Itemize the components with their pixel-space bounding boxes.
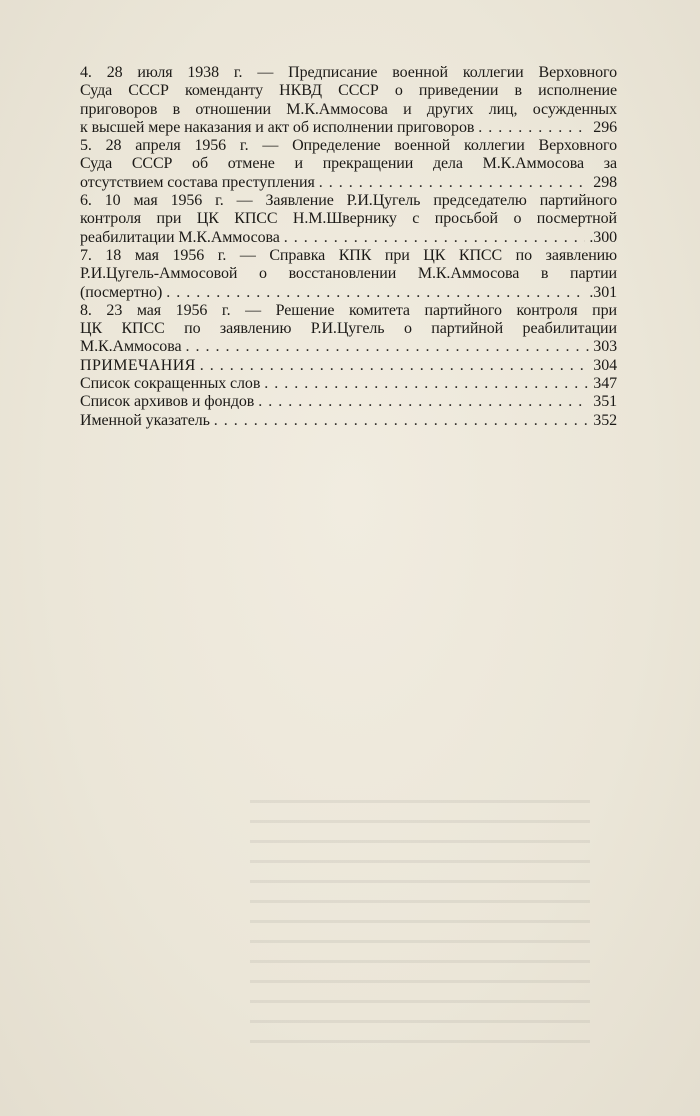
toc-last-line — [80, 357, 617, 375]
section-title: Список архивов и фондов — [80, 393, 255, 411]
page-number: 304 — [593, 356, 617, 374]
toc-line: (посмертно) — [80, 283, 163, 301]
toc-entry-notes — [80, 357, 617, 375]
toc-entry-8 — [80, 302, 617, 357]
toc-last-line — [80, 412, 617, 430]
toc-last-line — [80, 284, 617, 302]
toc-line: 5. 28 апреля 1956 г. — Определение военной коллегии Верховного — [80, 137, 617, 155]
toc-line: ЦК КПСС по заявлению Р.И.Цугель о партийной реабилитации — [80, 320, 617, 338]
toc-last-line — [80, 229, 617, 247]
page-number: 352 — [593, 411, 617, 429]
toc-entry-7 — [80, 247, 617, 302]
dot-leader — [214, 412, 590, 430]
toc-entry-archives — [80, 393, 617, 411]
page-number: .301 — [589, 283, 617, 301]
page-number: 296 — [593, 118, 617, 136]
toc-line: М.К.Аммосова — [80, 338, 182, 356]
dot-leader — [264, 375, 589, 393]
toc-last-line — [80, 375, 617, 393]
toc-line: Суда СССР об отмене и прекращении дела М.К.Аммосова за — [80, 155, 617, 173]
section-title: ПРИМЕЧАНИЯ — [80, 356, 196, 374]
toc-line: реабилитации М.К.Аммосова — [80, 228, 280, 246]
dot-leader — [284, 229, 586, 247]
toc-line: к высшей мере наказания и акт об исполнении приговоров — [80, 118, 475, 136]
toc-line: контроля при ЦК КПСС Н.М.Швернику с просьбой о посмертной — [80, 210, 617, 228]
page-number: 351 — [593, 393, 617, 411]
section-title: Именной указатель — [80, 411, 210, 429]
toc-entry-6 — [80, 192, 617, 247]
toc-entry-5 — [80, 137, 617, 192]
dot-leader — [185, 338, 589, 356]
toc-last-line — [80, 338, 617, 356]
show-through-text — [250, 800, 590, 1050]
toc-entry-4 — [80, 64, 617, 137]
toc-line: 8. 23 мая 1956 г. — Решение комитета партийного контроля при — [80, 301, 617, 319]
page-number: .300 — [589, 228, 617, 246]
page-number: 298 — [593, 173, 617, 191]
dot-leader — [166, 284, 585, 302]
section-title: Список сокращенных слов — [80, 375, 261, 393]
toc-line: Р.И.Цугель-Аммосовой о восстановлении М.К.Аммосова в партии — [80, 265, 617, 283]
toc-last-line — [80, 393, 617, 411]
page-number: 347 — [593, 375, 617, 393]
toc-entry-abbreviations — [80, 375, 617, 393]
toc-line: отсутствием состава преступления — [80, 173, 315, 191]
toc-entry-name-index — [80, 412, 617, 430]
page-number: 303 — [593, 338, 617, 356]
toc-line: 4. 28 июля 1938 г. — Предписание военной коллегии Верховного — [80, 64, 617, 81]
dot-leader — [319, 174, 590, 192]
table-of-contents — [80, 64, 617, 430]
toc-last-line — [80, 174, 617, 192]
toc-line: 6. 10 мая 1956 г. — Заявление Р.И.Цугель председателю партийного — [80, 192, 617, 210]
toc-line: приговоров в отношении М.К.Аммосова и других лиц, осужденных — [80, 100, 617, 118]
toc-line: 7. 18 мая 1956 г. — Справка КПК при ЦК КПСС по заявлению — [80, 246, 617, 264]
toc-line: Суда СССР коменданту НКВД СССР о приведении в исполнение — [80, 82, 617, 100]
dot-leader — [200, 357, 590, 375]
dot-leader — [258, 393, 589, 411]
dot-leader — [478, 119, 589, 137]
toc-last-line — [80, 119, 617, 137]
